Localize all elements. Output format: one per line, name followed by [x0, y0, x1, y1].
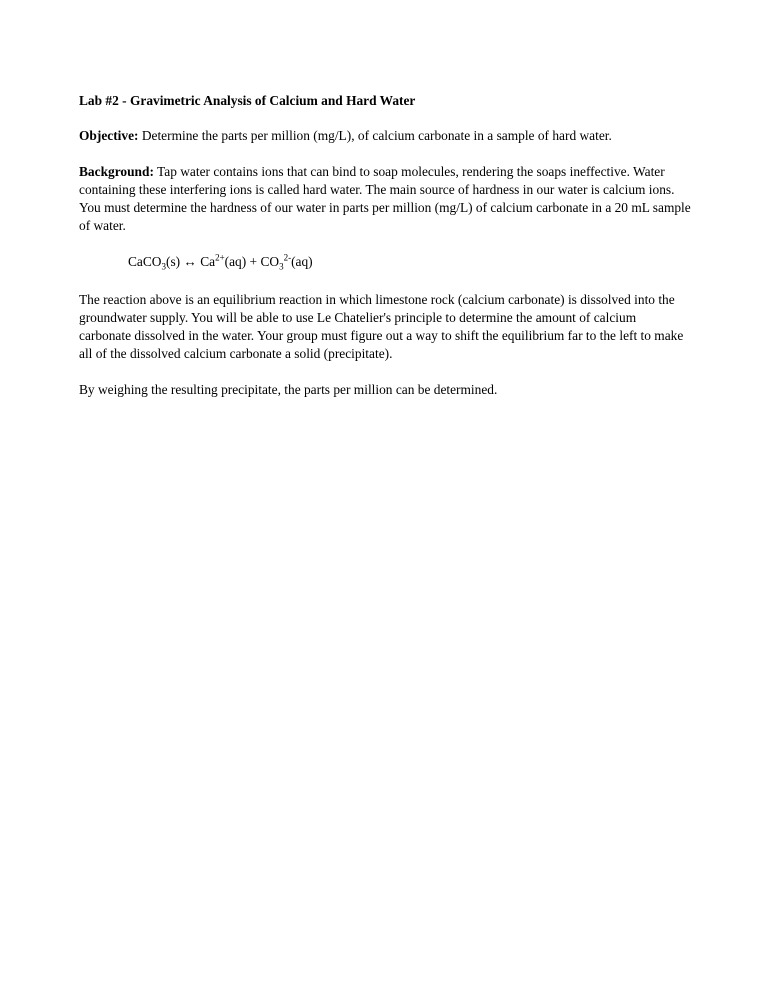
- background-label: Background:: [79, 164, 154, 179]
- equation-cation-state: (aq) + CO: [224, 254, 280, 269]
- equation-anion-state: (aq): [291, 254, 313, 269]
- equilibrium-equation: [79, 253, 691, 271]
- conclusion-paragraph: By weighing the resulting precipitate, the parts per million can be determined.: [79, 382, 498, 397]
- objective-label: Objective:: [79, 128, 139, 143]
- objective-paragraph: [79, 127, 691, 145]
- document-body: [79, 92, 691, 417]
- equation-reactant-subscript: 3: [161, 261, 166, 272]
- objective-text: Determine the parts per million (mg/L), of calcium carbonate in a sample of hard water.: [138, 128, 612, 143]
- equation-anion-subscript: 3: [279, 261, 284, 272]
- background-paragraph: [79, 163, 691, 235]
- equation-cation-charge: 2+: [215, 252, 225, 263]
- document-title: Lab #2 - Gravimetric Analysis of Calcium and Hard Water: [79, 93, 416, 108]
- equilibrium-paragraph: The reaction above is an equilibrium reaction in which limestone rock (calcium carbonate) is dissolved into the groundwater supply. You will be able to use Le Chatelier's principle to determine the amount of calcium carbonate dissolved in the water. Your group must figure out a way to shift the equilibrium far to the left to make all of the dissolved calcium carbonate a solid (precipitate).: [79, 292, 684, 361]
- equation-reactant-state: (s) ↔ Ca: [165, 254, 216, 269]
- equation-anion-charge: 2-: [283, 252, 292, 263]
- equation-reactant: CaCO: [128, 254, 162, 269]
- background-text: Tap water contains ions that can bind to soap molecules, rendering the soaps ineffective. Water containing these interfering ions is called hard water. The main source of hardness in our water is calcium ions. You must determine the hardness of our water in parts per million (mg/L) of calcium carbonate in a 20 mL sample of water.: [79, 164, 691, 233]
